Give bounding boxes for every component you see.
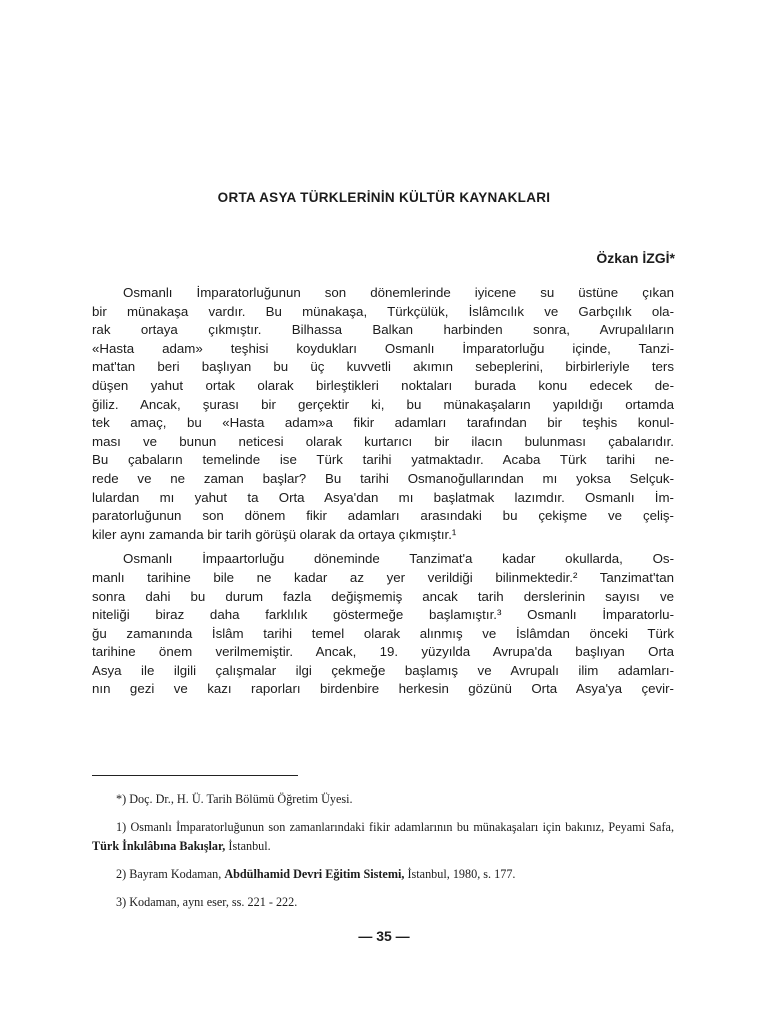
body-line: düşen yahut ortak olarak birleştikleri noktaları burada konu edecek de- [92, 377, 674, 393]
body-line: nın gezi ve kazı raporları birdenbire herkesin gözünü Orta Asya'ya çevir- [92, 681, 674, 697]
body-line: kiler aynı zamanda bir tarih görüşü olarak da ortaya çıkmıştır.¹ [92, 526, 457, 542]
footnote-1-lead: 1) Osmanlı İmparatorluğunun son zamanlarındaki fikir adamlarının bu münakaşaları için bakınız, Peyami Safa, [116, 820, 674, 834]
body-line: niteliği biraz daha farklılık göstermeğe başlamıştır.³ Osmanlı İmparatorlu- [92, 607, 674, 623]
footnote-rule [92, 775, 298, 776]
body-line: mat'tan beri başlıyan bu üç kuvvetli akımın sebeplerini, birbirleriyle ters [92, 359, 674, 375]
footnote-author: *) Doç. Dr., H. Ü. Tarih Bölümü Öğretim Üyesi. [116, 792, 353, 806]
body-line: ğiliz. Ancak, şurası bir gerçektir ki, bu münakaşaların yapıldığı ortamda [92, 396, 674, 412]
body-line: tarihine önem verilmemiştir. Ancak, 19. yüzyılda Avrupa'da başlıyan Orta [92, 644, 674, 660]
footnote-3: 3) Kodaman, aynı eser, ss. 221 - 222. [116, 895, 298, 909]
body-line: ğu zamanında İslâm tarihi temel olarak alınmış ve İslâmdan önceki Türk [92, 625, 674, 641]
body-line: paratorluğunun son dönem fikir adamları arasındaki bu çekişme ve çeliş- [92, 508, 674, 524]
footnote-1-tail: İstanbul. [225, 839, 271, 853]
footnote-1-book: Türk İnkılâbına Bakışlar, [92, 839, 226, 853]
body-line: rak ortaya çıkmıştır. Bilhassa Balkan harbinden sonra, Avrupalıların [92, 322, 674, 338]
body-line: tek amaç, bu «Hasta adam»a fikir adamları tarafından bir teşhis konul- [92, 415, 674, 431]
page-number: — 35 — [358, 928, 410, 944]
footnote-2 [92, 865, 674, 884]
body-line: Osmanlı İmparatorluğunun son dönemlerinde iyicene su üstüne çıkan [123, 285, 674, 300]
body-text [92, 284, 674, 699]
footnote-2-tail: İstanbul, 1980, s. 177. [404, 867, 516, 881]
footnotes [92, 790, 674, 912]
body-line: rede ve ne zaman başlar? Bu tarihi Osmanoğullarından mı yoksa Selçuk- [92, 470, 674, 486]
footnote-2-lead: 2) Bayram Kodaman, [116, 867, 225, 881]
body-line: bir münakaşa vardır. Bu münakaşa, Türkçülük, İslâmcılık ve Garbçılık ola- [92, 303, 674, 319]
body-line: sonra dahi bu durum fazla değişmemiş ancak tarih derslerinin sayısı ve [92, 588, 674, 604]
body-line: lulardan mı yahut ta Orta Asya'dan mı başlatmak lazımdır. Osmanlı İm- [92, 489, 674, 505]
body-line: manlı tarihine bile ne kadar az yer verildiği bilinmektedir.² Tanzimat'tan [92, 569, 674, 585]
article-title: ORTA ASYA TÜRKLERİNİN KÜLTÜR KAYNAKLARI [217, 190, 551, 205]
body-line: ması ve bunun neticesi olarak kurtarıcı bir ilacın bulunması çabalarıdır. [92, 433, 674, 449]
footnote-1 [92, 818, 674, 856]
body-line: Bu çabaların temelinde ise Türk tarihi yatmaktadır. Acaba Türk tarihi ne- [92, 452, 674, 468]
footnote-2-book: Abdülhamid Devri Eğitim Sistemi, [224, 867, 405, 881]
author-name: Özkan İZGİ* [596, 250, 675, 266]
body-line: Asya ile ilgili çalışmalar ilgi çekmeğe başlamış ve Avrupalı ilim adamları- [92, 662, 674, 678]
body-line: «Hasta adam» teşhisi koydukları Osmanlı İmparatorluğu içinde, Tanzi- [92, 340, 674, 356]
body-line: Osmanlı İmpaartorluğu döneminde Tanzimat'a kadar okullarda, Os- [123, 551, 674, 567]
